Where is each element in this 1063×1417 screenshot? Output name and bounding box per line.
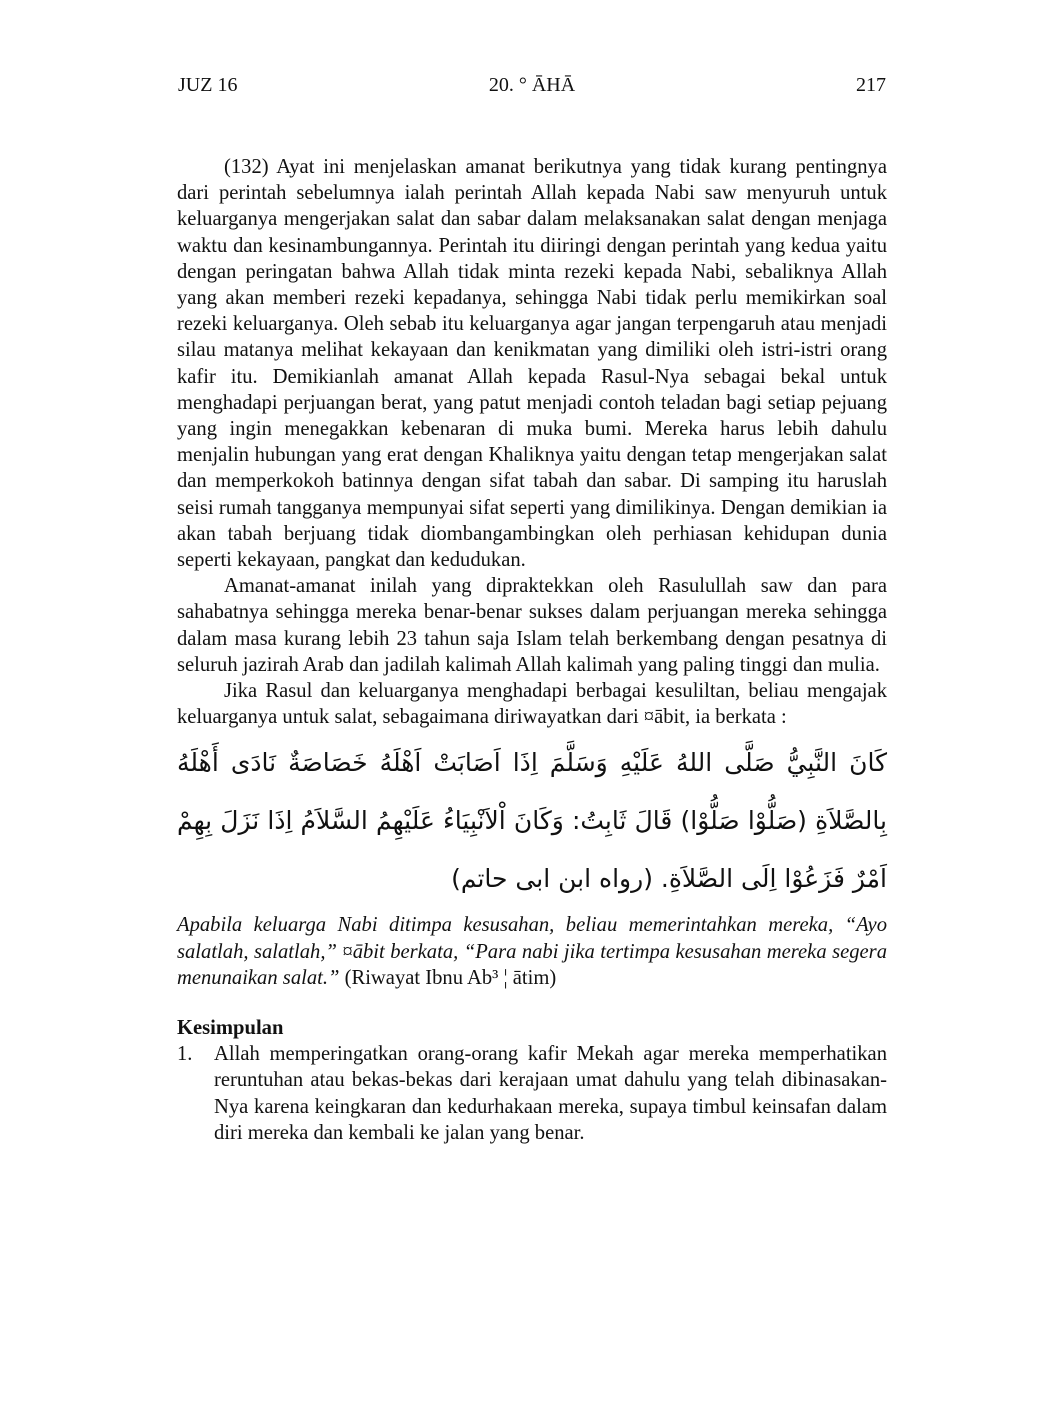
juz-label: JUZ 16 [178, 74, 238, 96]
page-body [177, 154, 887, 1146]
arabic-hadith-text: كَانَ النَّبِيُّ صَلَّى اللهُ عَلَيْهِ وَسَلَّمَ اِذَا اَصَابَتْ اَهْلَهُ خَصَاصَةٌ نَادَى أَهْلَهُ بِالصَّلاَةِ (صَلُّوْا صَلُّوْا) قَالَ ثَابِتُ: وَكَانَ اْلاَنْبِيَاءُ عَلَيْهِمُ السَّلاَمُ اِذَا نَزَلَ بِهِمْ اَمْرٌ فَزَعُوْا اِلَى الصَّلاَةِ. (رواه ابن ابى حاتم) [177, 748, 887, 894]
list-item-number: 1. [177, 1043, 193, 1066]
list-item [177, 1041, 887, 1146]
paragraph-amanat: Amanat-amanat inilah yang dipraktekkan oleh Rasulullah saw dan para sahabatnya sehingga mereka benar-benar sukses dalam perjuangan mereka sehingga dalam masa kurang lebih 23 tahun saja Islam telah berkembang dengan pesatnya di seluruh jazirah Arab dan jadilah kalimah Allah kalimah yang paling tinggi dan mulia. [177, 575, 887, 676]
conclusion-list [177, 1041, 887, 1146]
page-header [178, 74, 886, 104]
hadith-source: (Riwayat Ibnu Ab³ ¦ ātim) [339, 966, 557, 989]
paragraph-verse-132: (132) Ayat ini menjelaskan amanat berikutnya yang tidak kurang pentingnya dari perintah sebelumnya ialah perintah Allah kepada Nabi saw menyuruh untuk keluarganya mengerjakan salat dan sabar dalam melaksanakan salat dengan menjaga waktu dan kesinambungannya. Perintah itu diiringi dengan perintah yang kedua yaitu dengan peringatan bahwa Allah tidak minta rezeki kepada Nabi, sebaliknya Allah yang akan memberi rezeki kepadanya, sehingga Nabi tidak perlu memikirkan soal rezeki keluarganya. Oleh sebab itu keluarganya agar jangan terpengaruh atau menjadi silau matanya melihat kekayaan dan kenikmatan yang dimiliki oleh istri-istri orang kafir itu. Demikianlah amanat Allah kepada Rasul-Nya sebagai bekal untuk menghadapi perjuangan berat, yang patut menjadi contoh teladan bagi setiap pejuang yang ingin menegakkan kebenaran di muka bumi. Mereka harus lebih dahulu menjalin hubungan yang erat dengan Khaliknya yaitu dengan tetap mengerjakan salat dan memperkokoh batinnya dengan sifat tabah dan sabar. Di samping itu haruslah seisi rumah tangganya mempunyai sifat seperti yang dimilikinya. Dengan demikian ia akan tabah berjuang tidak diombangambingkan oleh perhiasan kehidupan dunia seperti kekayaan, pangkat dan kedudukan. [177, 156, 887, 572]
paragraph-hadith-intro: Jika Rasul dan keluarganya menghadapi berbagai kesuliltan, beliau mengajak keluarganya untuk salat, sebagaimana diriwayatkan dari ¤ābit, ia berkata : [177, 680, 887, 729]
translation-text: Apabila keluarga Nabi ditimpa kesusahan, beliau memerintahkan mereka, “Ayo salatlah, salatlah,” ¤ābit berkata, “Para nabi jika tertimpa kesusahan mereka segera menunaikan salat.” [177, 914, 887, 989]
page-number: 217 [856, 74, 886, 96]
hadith-translation [177, 912, 887, 991]
surah-title: 20. ° ĀHĀ [488, 74, 576, 96]
list-item-text: Allah memperingatkan orang-orang kafir Mekah agar mereka memperhatikan reruntuhan atau bekas-bekas dari kerajaan umat dahulu yang telah dibinasakan-Nya karena keingkaran dan kedurhakaan mereka, supaya timbul keinsafan dalam diri mereka dan kembali ke jalan yang benar. [214, 1043, 887, 1144]
conclusion-heading: Kesimpulan [177, 1017, 284, 1040]
